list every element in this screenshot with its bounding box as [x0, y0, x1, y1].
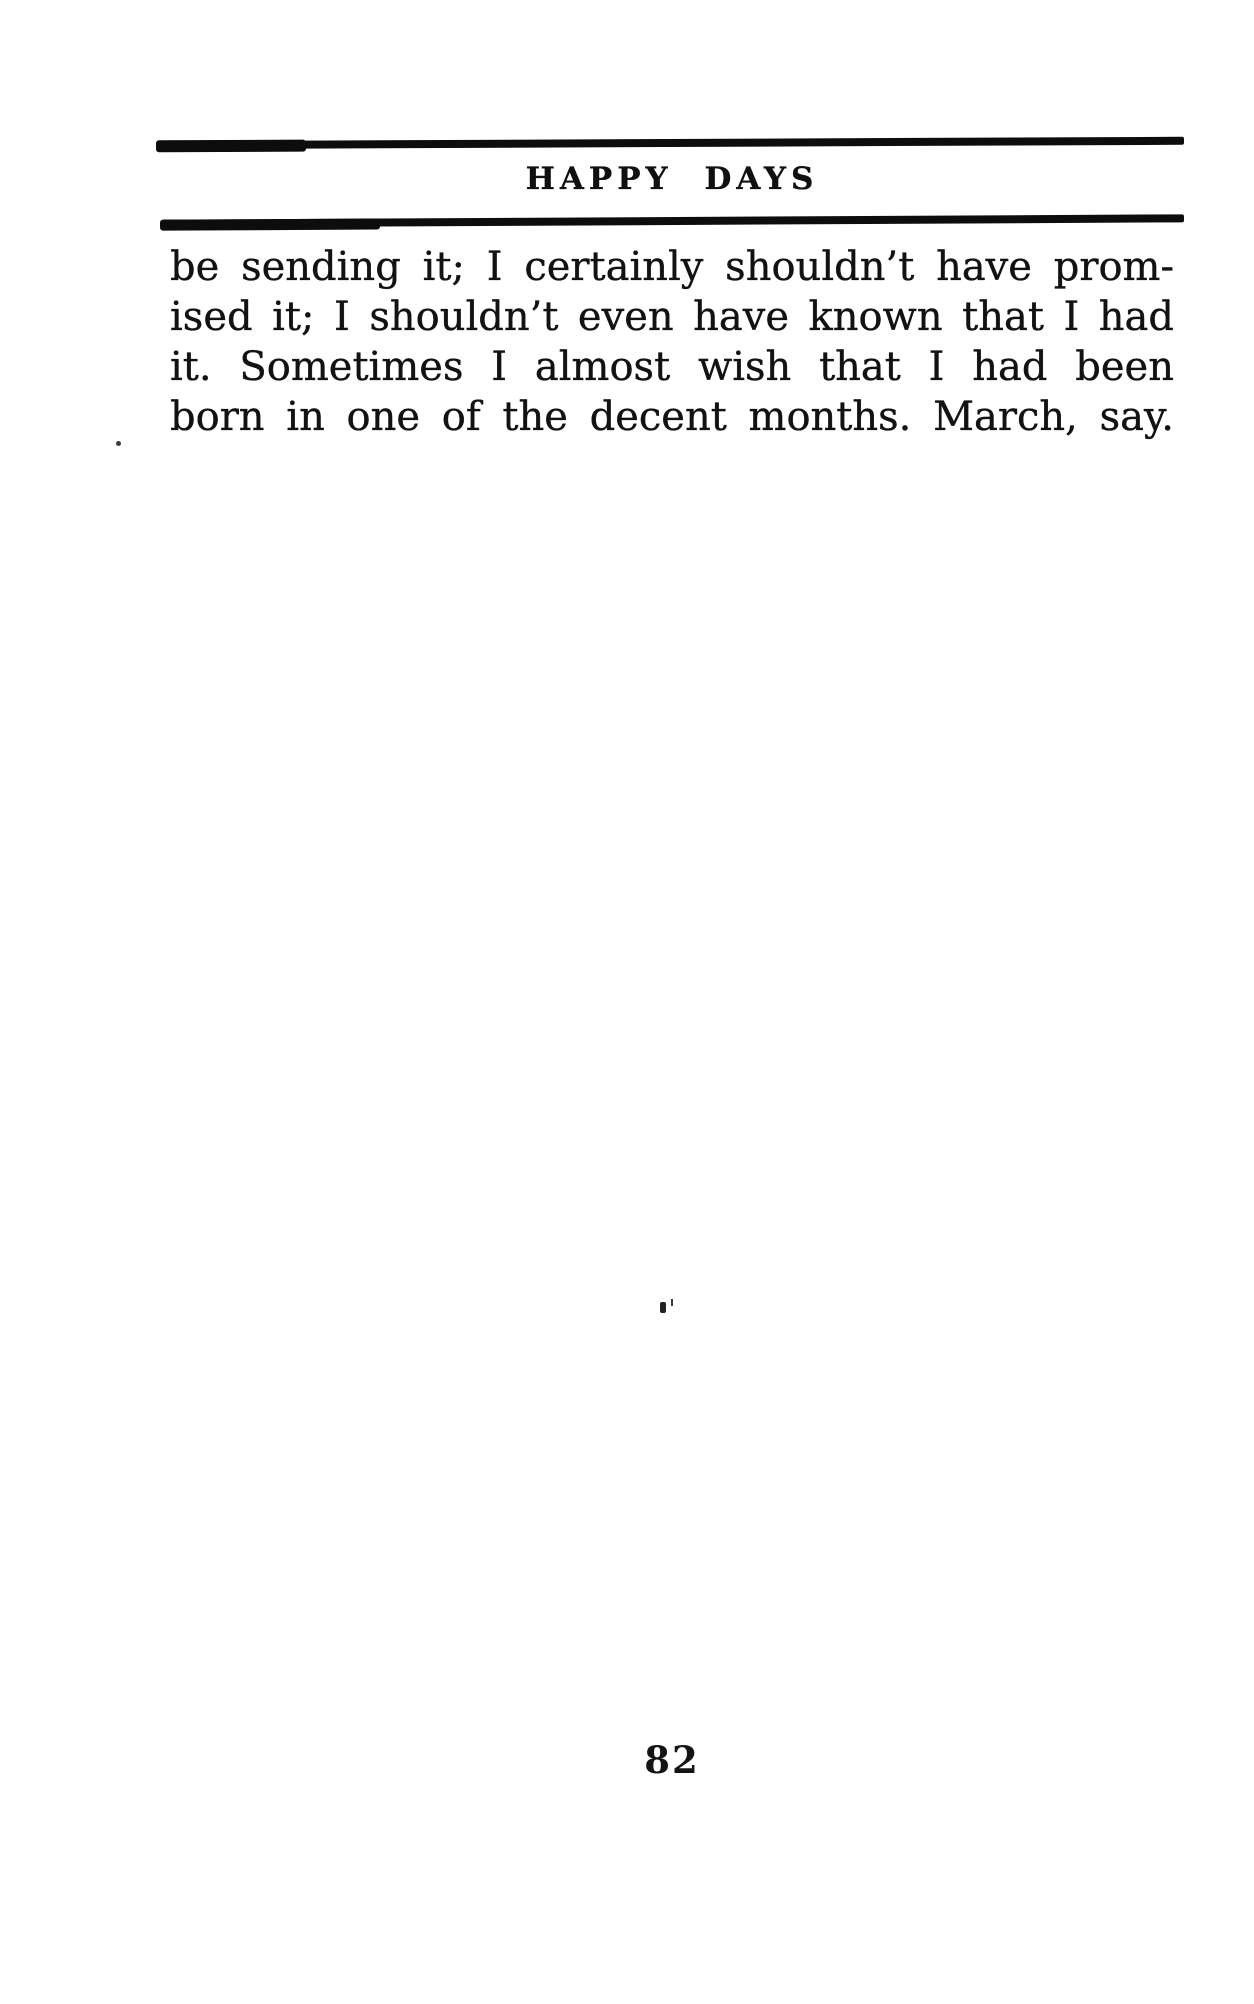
header-rule-bottom: [162, 214, 1184, 227]
body-paragraph: [170, 242, 1174, 442]
body-line-3: it. Sometimes I almost wish that I had been: [170, 344, 1174, 390]
page-number: 82: [644, 1738, 700, 1782]
body-line-4: born in one of the decent months. March, say.: [170, 394, 1174, 440]
header-rule-top: [160, 137, 1184, 149]
scan-artifact-mark: [660, 1302, 666, 1313]
scan-artifact-dot: [116, 441, 121, 446]
running-header-title: HAPPY DAYS: [525, 161, 819, 197]
body-line-2: ised it; I shouldn’t even have known that I had: [170, 294, 1174, 340]
body-line-1: be sending it; I certainly shouldn’t have prom-: [170, 244, 1174, 290]
